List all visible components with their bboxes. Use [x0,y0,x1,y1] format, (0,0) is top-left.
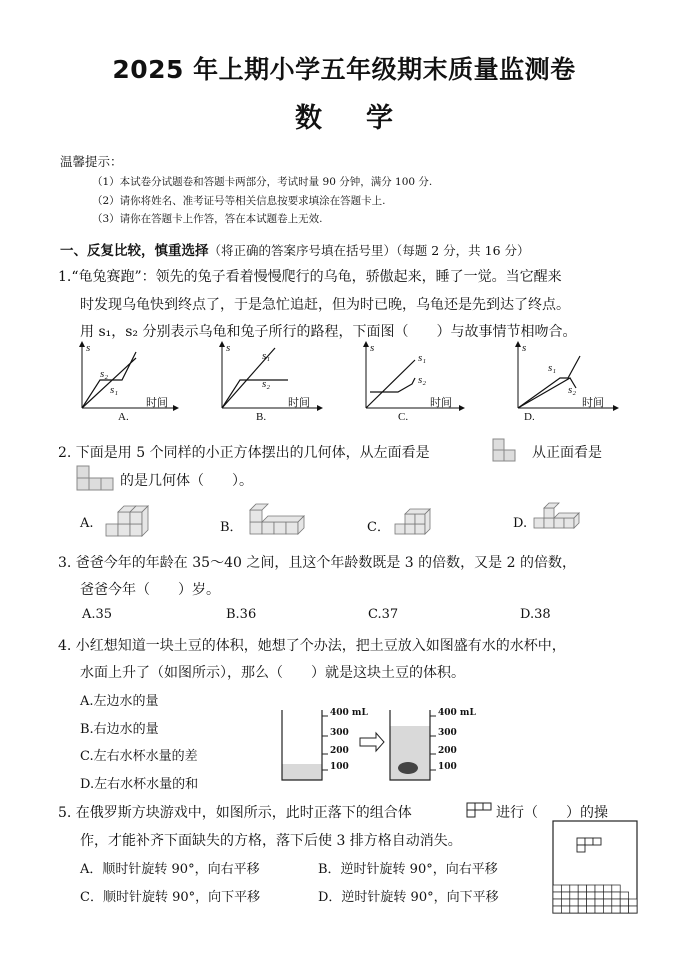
section-title: 一、反复比较，慎重选择 [60,243,209,259]
q2-option-c[interactable]: C． [367,520,390,535]
q3-option-d[interactable]: D.38 [520,607,551,622]
q2-option-b[interactable]: B． [220,520,243,535]
tetris-cell [620,906,628,913]
tetris-cell [561,885,569,892]
q5-line2: 作，才能补齐下面缺失的方格，落下后使 3 排方格自动消失。 [80,833,462,849]
axis-label-time: 时间 [146,397,168,409]
q3-option-c[interactable]: C.37 [368,607,399,622]
q4-option-d[interactable]: D.左右水杯水量的和 [80,777,199,792]
series-label: s₂ [262,378,271,390]
scale-200-right: 200 [438,746,457,756]
tetris-cell [587,885,595,892]
tetris-cell [553,899,561,906]
axis-label-time: 时间 [288,397,310,409]
series-label: s₁ [262,350,271,362]
scale-100-right: 100 [438,762,457,772]
q5-option-d[interactable]: D．逆时针旋转 90°，向下平移 [318,890,499,905]
tetris-cell [561,906,569,913]
tetris-cell [620,899,628,906]
q3-line1: 3. 爸爸今年的年龄在 35～40 之间，且这个年龄数既是 3 的倍数，又是 2 的倍数， [58,555,576,571]
tetris-cell [570,899,578,906]
q2-line2: 的是几何体（ ）。 [120,473,253,489]
q5-option-b[interactable]: B．逆时针旋转 90°，向右平移 [318,862,498,877]
tetris-cell [595,885,603,892]
tetris-cell [595,892,603,899]
subject-title [0,96,688,135]
tetris-cell [570,906,578,913]
axis-label-s: s [370,342,375,354]
tetris-cell [629,906,637,913]
tetris-cell [603,899,611,906]
tetris-board-figure [552,820,638,914]
tetris-cell [603,892,611,899]
series-label: s₁ [548,362,557,374]
tetris-cell [629,899,637,906]
cube-figure-c [392,504,436,538]
tetris-cell [570,885,578,892]
axis-label-s: s [86,342,91,354]
tip-item: （2）请你将姓名、准考证号等相关信息按要求填涂在答题卡上. [92,195,386,207]
subject-char-2: 学 [366,103,393,134]
tetris-cell [553,885,561,892]
q3-option-b[interactable]: B.36 [226,607,257,622]
q3-line2: 爸爸今年（ ）岁。 [80,582,220,598]
q1-graphs [70,338,650,430]
scale-300-left: 300 [330,728,349,738]
q4-line1: 4. 小红想知道一块土豆的体积，她想了个办法，把土豆放入如图盛有水的水杯中， [58,638,566,654]
graph-option-a[interactable]: A. [118,411,129,423]
axis-label-s: s [226,342,231,354]
series-label: s₁ [110,384,119,396]
section-heading [60,239,530,259]
scale-400-left: 400 mL [330,708,368,718]
tetris-cell [587,899,595,906]
q5-option-c[interactable]: C．顺时针旋转 90°，向下平移 [80,890,261,905]
cube-figure-d [532,502,582,532]
q4-option-a[interactable]: A.左边水的量 [80,694,159,709]
q2-option-a[interactable]: A. [80,516,94,531]
axis-label-s: s [522,342,527,354]
scale-200-left: 200 [330,746,349,756]
tips-heading: 温馨提示： [60,154,123,169]
axis-label-time: 时间 [430,397,452,409]
subject-char-1: 数 [295,103,322,134]
scale-300-right: 300 [438,728,457,738]
tetris-cell [587,892,595,899]
exam-title: 2025 年上期小学五年级期末质量监测卷 [112,55,576,84]
tetris-cell [570,892,578,899]
q2-line1b: 从正面看是 [532,445,602,461]
tip-item: （1）本试卷分试题卷和答题卡两部分，考试时量 90 分钟，满分 100 分. [92,176,433,188]
q5-option-a[interactable]: A．顺时针旋转 90°，向右平移 [80,862,260,877]
falling-block-icon [466,802,494,818]
tetris-cell [595,899,603,906]
tetris-cell [603,906,611,913]
cube-figure-b [246,500,306,540]
q3-option-a[interactable]: A.35 [82,607,113,622]
scale-100-left: 100 [330,762,349,772]
tetris-cell [595,906,603,913]
scale-400-right: 400 mL [438,708,476,718]
tetris-cell [612,899,620,906]
q1-line: 用 s₁，s₂ 分别表示乌龟和兔子所行的路程，下面图（ ）与故事情节相吻合。 [80,324,577,340]
tetris-cell [612,906,620,913]
tetris-cell [587,906,595,913]
tetris-cell [553,892,561,899]
q1-line: 时发现乌龟快到终点了，于是急忙追赶，但为时已晚，乌龟还是先到达了终点。 [80,297,570,313]
tetris-cell [561,892,569,899]
q2-line1a: 2. 下面是用 5 个同样的小正方体摆出的几何体，从左面看是 [58,445,430,461]
q4-line2: 水面上升了（如图所示），那么（ ）就是这块土豆的体积。 [80,665,465,681]
front-view-figure [76,465,116,491]
axis-label-time: 时间 [582,397,604,409]
tip-item: （3）请你在答题卡上作答，答在本试题卷上无效. [92,213,323,225]
q4-option-b[interactable]: B.右边水的量 [80,722,159,737]
series-label: s₂ [568,384,577,396]
q5-line1b: 进行（ ）的操 [496,805,608,821]
tetris-cell [603,885,611,892]
series-label: s₂ [418,374,427,386]
graph-option-c[interactable]: C. [398,411,409,423]
tetris-cell [578,892,586,899]
tetris-cell [578,885,586,892]
graph-option-d[interactable]: D. [524,411,535,423]
section-note: （将正确的答案序号填在括号里）（每题 2 分，共 16 分） [208,243,530,258]
cube-figure-a [102,502,158,542]
tetris-cell [612,892,620,899]
tetris-cell [561,899,569,906]
tetris-cell [578,906,586,913]
series-label: s₁ [418,352,427,364]
q5-line1a: 5. 在俄罗斯方块游戏中，如图所示，此时正落下的组合体 [58,805,412,821]
q4-option-c[interactable]: C.左右水杯水量的差 [80,749,198,764]
tetris-cell [620,892,628,899]
series-label: s₂ [100,368,109,380]
tetris-cell [553,906,561,913]
graph-option-b[interactable]: B. [256,411,267,423]
tetris-cell [578,899,586,906]
q2-option-d[interactable]: D. [513,516,528,531]
tetris-cell [612,885,620,892]
q1-line: 1.“龟兔赛跑”：领先的兔子看着慢慢爬行的乌龟，骄傲起来，睡了一觉。当它醒来 [58,269,562,285]
left-view-figure [492,438,518,462]
